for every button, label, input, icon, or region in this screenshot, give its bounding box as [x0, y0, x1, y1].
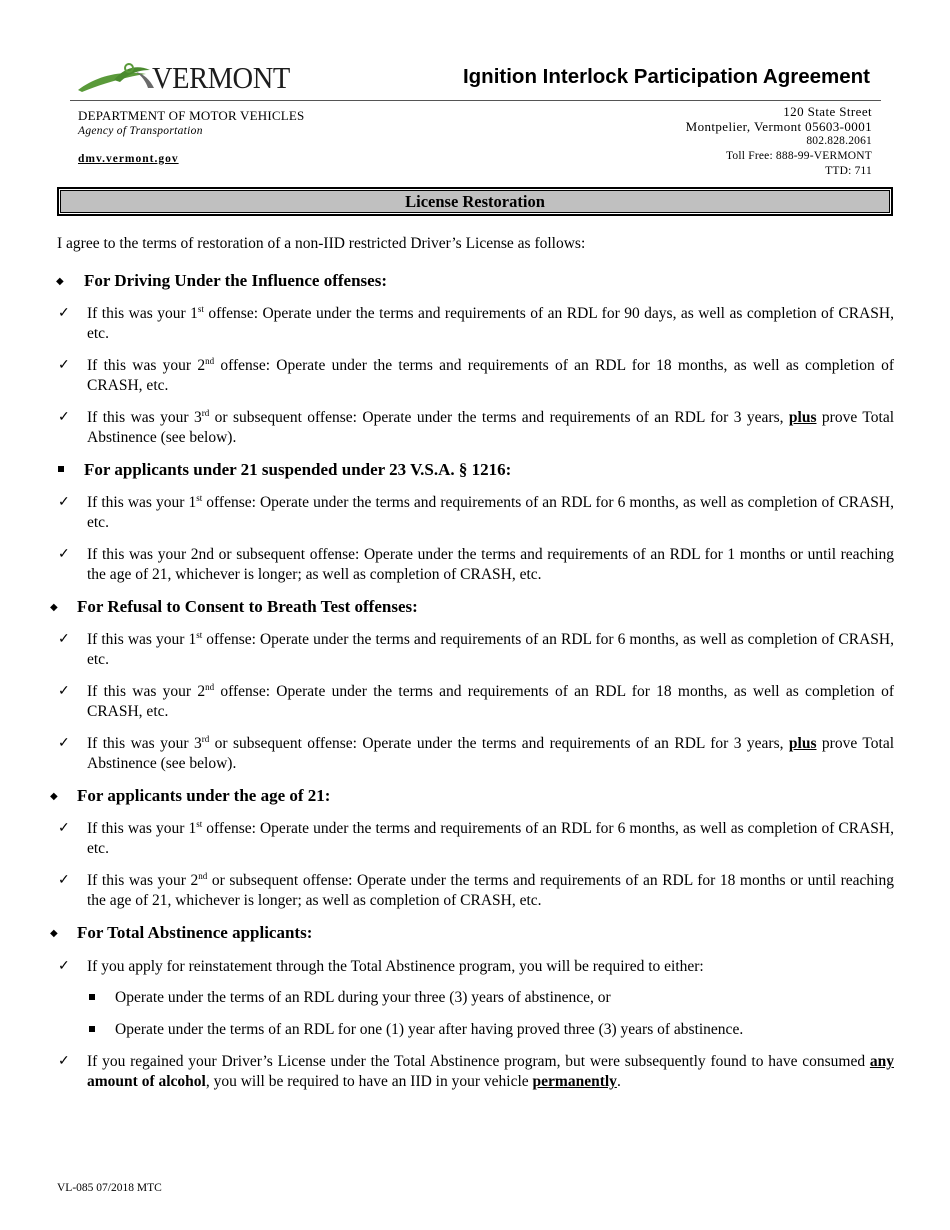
section-heading-abstinence: For Total Abstinence applicants:	[77, 923, 313, 942]
list-item-text: If this was your 3rd or subsequent offense: Operate under the terms and requirements of an RDL for 3 years, plus prove Total Abstinence (see below).	[87, 734, 894, 772]
check-icon: ✓	[58, 632, 70, 647]
check-icon: ✓	[58, 684, 70, 699]
agency-name: Agency of Transportation	[78, 125, 203, 137]
check-icon: ✓	[58, 736, 70, 751]
check-icon: ✓	[58, 495, 70, 510]
section-banner	[57, 187, 893, 216]
section-heading-under21-1216: For applicants under 21 suspended under 23 V.S.A. § 1216:	[84, 460, 512, 479]
list-item-text: If you apply for reinstatement through the Total Abstinence program, you will be required to either:	[87, 958, 704, 975]
document-title: Ignition Interlock Participation Agreement	[462, 65, 870, 88]
check-icon: ✓	[58, 821, 70, 836]
check-icon: ✓	[58, 358, 70, 373]
intro-text: I agree to the terms of restoration of a non-IID restricted Driver’s License as follows:	[57, 235, 586, 252]
address-toll-free: Toll Free: 888-99-VERMONT	[725, 150, 872, 162]
list-item-text: If this was your 2nd offense: Operate under the terms and requirements of an RDL for 18 months, as well as completion of CRASH, etc.	[87, 682, 894, 720]
list-item-text: If this was your 3rd or subsequent offense: Operate under the terms and requirements of an RDL for 3 years, plus prove Total Abstinence (see below).	[87, 408, 894, 446]
diamond-bullet-icon: ◆	[50, 928, 58, 939]
sub-list-item: Operate under the terms of an RDL during your three (3) years of abstinence, or	[115, 989, 611, 1006]
section-heading-under21: For applicants under the age of 21:	[77, 786, 331, 805]
section-heading-dui: For Driving Under the Influence offenses:	[84, 271, 387, 290]
diamond-bullet-icon: ◆	[50, 791, 58, 802]
list-item-text: If this was your 2nd or subsequent offense: Operate under the terms and requirements of an RDL for 1 months or until reaching the age of 21, whichever is longer; as well as completion of CRASH, etc.	[87, 546, 894, 583]
check-icon: ✓	[58, 306, 70, 321]
website-link[interactable]: dmv.vermont.gov	[78, 153, 179, 165]
diamond-bullet-icon: ◆	[50, 602, 58, 613]
list-item-text: If this was your 1st offense: Operate under the terms and requirements of an RDL for 6 months, as well as completion of CRASH, etc.	[87, 630, 894, 668]
list-item-text: If this was your 2nd or subsequent offense: Operate under the terms and requirements of an RDL for 18 months or until reaching the age of 21, whichever is longer; as well as completion of CRASH, etc.	[87, 871, 894, 909]
banner-title: License Restoration	[405, 192, 545, 211]
address-street: 120 State Street	[783, 104, 872, 119]
check-icon: ✓	[58, 410, 70, 425]
list-item-text: If this was your 1st offense: Operate under the terms and requirements of an RDL for 6 months, as well as completion of CRASH, etc.	[87, 493, 894, 531]
form-number: VL-085 07/2018 MTC	[57, 1182, 162, 1194]
logo-text: VERMONT	[152, 60, 290, 95]
check-icon: ✓	[58, 1054, 70, 1069]
address-ttd: TTD: 711	[825, 165, 872, 177]
address-city: Montpelier, Vermont 05603-0001	[685, 119, 872, 134]
list-item-text: If you regained your Driver’s License under the Total Abstinence program, but were subsequently found to have consumed any amount of alcohol, you will be required to have an IID in your vehicle permanently.	[87, 1053, 894, 1090]
header-divider	[70, 100, 881, 101]
list-item-text: If this was your 1st offense: Operate under the terms and requirements of an RDL for 6 months, as well as completion of CRASH, etc.	[87, 819, 894, 857]
department-name: DEPARTMENT OF MOTOR VEHICLES	[78, 108, 305, 123]
address-block	[686, 104, 872, 179]
list-item-text: If this was your 2nd offense: Operate under the terms and requirements of an RDL for 18 months, as well as completion of CRASH, etc.	[87, 356, 894, 394]
list-item-text: If this was your 1st offense: Operate under the terms and requirements of an RDL for 90 days, as well as completion of CRASH, etc.	[87, 304, 894, 342]
check-icon: ✓	[58, 547, 70, 562]
section-heading-refusal: For Refusal to Consent to Breath Test offenses:	[77, 597, 418, 616]
square-bullet-icon	[89, 1026, 95, 1032]
address-phone: 802.828.2061	[806, 135, 872, 147]
square-bullet-icon	[58, 466, 64, 472]
sub-list-item: Operate under the terms of an RDL for one (1) year after having proved three (3) years of abstinence.	[115, 1021, 744, 1038]
check-icon: ✓	[58, 959, 70, 974]
diamond-bullet-icon: ◆	[56, 276, 64, 287]
check-icon: ✓	[58, 873, 70, 888]
square-bullet-icon	[89, 994, 95, 1000]
